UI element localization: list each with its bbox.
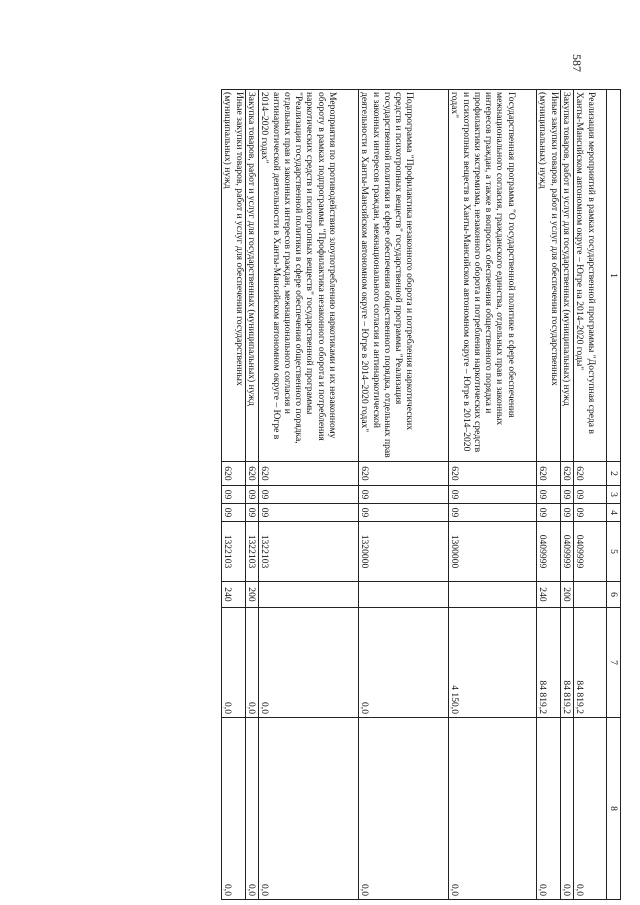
- table-row: [561, 90, 574, 900]
- page-number: 587: [570, 54, 584, 72]
- row-amount-8: 0,0: [449, 718, 537, 900]
- col-header-6: 6: [607, 582, 621, 608]
- row-amount-7: 84 819,2: [561, 608, 574, 718]
- row-amount-8: 0,0: [246, 718, 259, 900]
- row-code-6: 240: [537, 582, 561, 608]
- col-header-1: 1: [607, 90, 621, 462]
- row-code-3: 09: [537, 486, 561, 504]
- row-code-6: [359, 582, 449, 608]
- row-amount-8: 0,0: [222, 718, 246, 900]
- row-amount-8: 0,0: [259, 718, 359, 900]
- row-code-4: 09: [246, 504, 259, 522]
- row-code-2: 620: [359, 462, 449, 486]
- row-amount-7: 0,0: [222, 608, 246, 718]
- col-header-8: 8: [607, 718, 621, 900]
- row-code-5: 1300000: [449, 522, 537, 582]
- row-code-5: 1322103: [259, 522, 359, 582]
- row-code-2: 620: [561, 462, 574, 486]
- row-code-5: 0409999: [561, 522, 574, 582]
- row-amount-8: 0,0: [561, 718, 574, 900]
- row-code-2: 620: [222, 462, 246, 486]
- row-code-5: 0409999: [574, 522, 607, 582]
- col-header-2: 2: [607, 462, 621, 486]
- table-row: [359, 90, 449, 900]
- row-description: Реализация мероприятий в рамках государственной программы "Доступная среда в Ханты-Мансийском автономном округе – Югре на 2014–2020 годы": [574, 90, 607, 462]
- row-code-3: 09: [561, 486, 574, 504]
- row-code-4: 09: [561, 504, 574, 522]
- row-description: Иные закупки товаров, работ и услуг для обеспечения государственных (муниципальных) нужд: [222, 90, 246, 462]
- row-code-6: 200: [246, 582, 259, 608]
- col-header-3: 3: [607, 486, 621, 504]
- table-row: [574, 90, 607, 900]
- row-code-5: 1322103: [222, 522, 246, 582]
- row-amount-8: 0,0: [574, 718, 607, 900]
- table-row: [449, 90, 537, 900]
- row-code-2: 620: [259, 462, 359, 486]
- row-code-2: 620: [574, 462, 607, 486]
- row-code-5: 0409999: [537, 522, 561, 582]
- row-description: Подпрограмма "Профилактика незаконного оборота и потребления наркотических средств и психотропных веществ" государственной программы "Реализация государственной политики в сфере обеспечения общественного порядка, отдельных прав и законных интересов граждан, межнационального согласия и антинаркотической деятельности в Ханты-Мансийском автономном округе – Югре в 2014–2020 годах": [359, 90, 449, 462]
- rotated-table-container: [81, 89, 621, 899]
- header-row: [607, 90, 621, 900]
- table-body: [222, 90, 607, 900]
- row-code-5: 1320000: [359, 522, 449, 582]
- row-amount-8: 0,0: [359, 718, 449, 900]
- row-description: Закупка товаров, работ и услуг для государственных (муниципальных) нужд: [246, 90, 259, 462]
- row-amount-7: 4 150,0: [449, 608, 537, 718]
- row-amount-7: 0,0: [246, 608, 259, 718]
- row-code-3: 09: [449, 486, 537, 504]
- budget-table: [221, 89, 621, 900]
- row-description: Иные закупки товаров, работ и услуг для обеспечения государственных (муниципальных) нужд: [537, 90, 561, 462]
- row-code-4: 09: [222, 504, 246, 522]
- col-header-4: 4: [607, 504, 621, 522]
- row-code-3: 09: [574, 486, 607, 504]
- row-description: Государственная программа "О государственной политике в сфере обеспечения межнационального согласия, гражданского единства, отдельных прав и законных интересов граждан, а также в вопросах обеспечения общественного порядка и профилактики экстремизма, незаконного оборота и потребления наркотических средств и психотропных веществ в Ханты-Мансийском автономном округе – Югре в 2014–2020 годах": [449, 90, 537, 462]
- row-code-5: 1322103: [246, 522, 259, 582]
- row-code-4: 09: [359, 504, 449, 522]
- row-amount-7: 84 819,2: [537, 608, 561, 718]
- row-code-6: [259, 582, 359, 608]
- row-code-6: 240: [222, 582, 246, 608]
- row-amount-7: 84 819,2: [574, 608, 607, 718]
- row-code-2: 620: [449, 462, 537, 486]
- row-code-2: 620: [246, 462, 259, 486]
- row-code-4: 09: [259, 504, 359, 522]
- table-row: [246, 90, 259, 900]
- row-code-3: 09: [246, 486, 259, 504]
- row-code-3: 09: [359, 486, 449, 504]
- row-code-2: 620: [537, 462, 561, 486]
- row-code-6: [574, 582, 607, 608]
- row-code-4: 09: [449, 504, 537, 522]
- row-code-6: 200: [561, 582, 574, 608]
- table-row: [222, 90, 246, 900]
- col-header-7: 7: [607, 608, 621, 718]
- table-row: [537, 90, 561, 900]
- col-header-5: 5: [607, 522, 621, 582]
- row-code-6: [449, 582, 537, 608]
- row-amount-8: 0,0: [537, 718, 561, 900]
- row-code-4: 09: [574, 504, 607, 522]
- row-amount-7: 0,0: [259, 608, 359, 718]
- row-code-3: 09: [259, 486, 359, 504]
- row-code-4: 09: [537, 504, 561, 522]
- row-amount-7: 0,0: [359, 608, 449, 718]
- row-code-3: 09: [222, 486, 246, 504]
- row-description: Мероприятия по противодействию злоупотреблению наркотиками и их незаконному обороту в рамках подпрограммы "Профилактика незаконного оборота и потребления наркотических средств и психотропных веществ" государственной программы "Реализация государственной политики в сфере обеспечения общественного порядка, отдельных прав и законных интересов граждан, межнационального согласия и антинаркотической деятельности в Ханты-Мансийском автономном округе – Югре в 2014–2020 годах": [259, 90, 359, 462]
- table-row: [259, 90, 359, 900]
- row-description: Закупка товаров, работ и услуг для государственных (муниципальных) нужд: [561, 90, 574, 462]
